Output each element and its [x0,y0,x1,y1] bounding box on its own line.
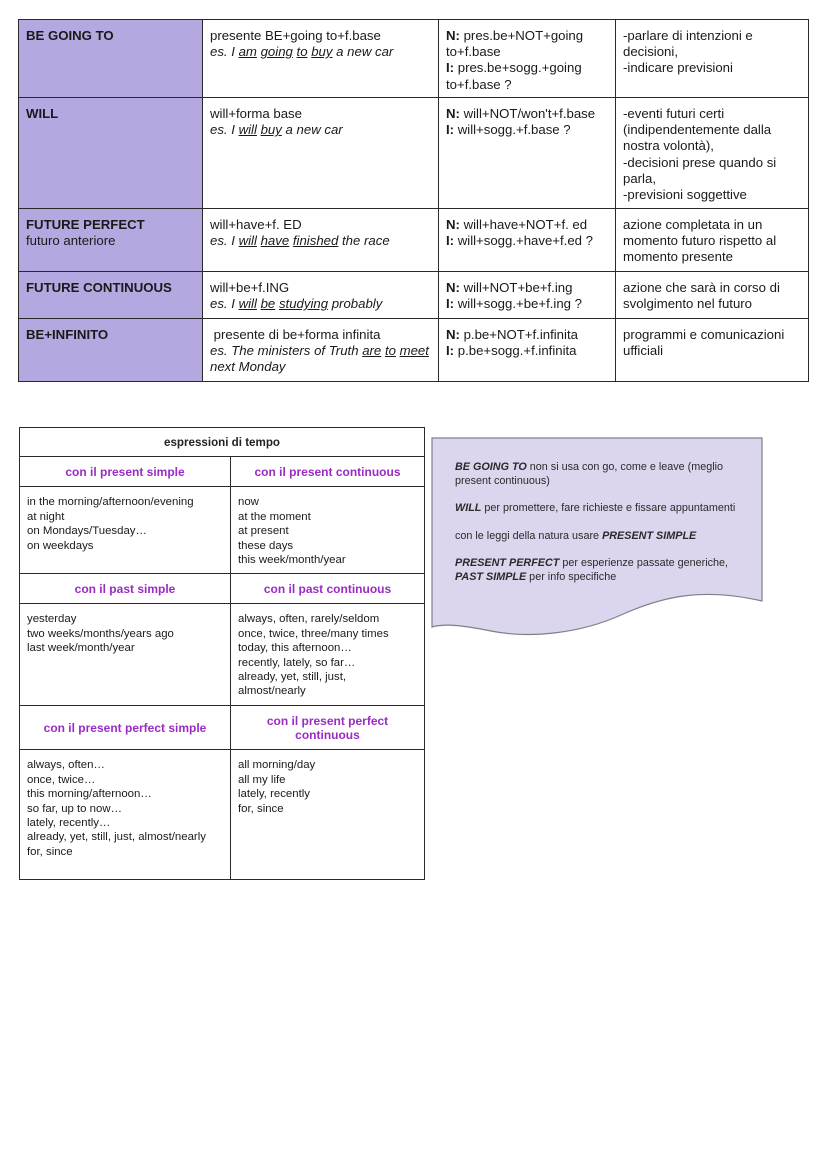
section-heading-left: con il present simple [20,457,231,487]
section-heading-right: con il present continuous [231,457,425,487]
underlined-word: to [384,343,396,359]
expression-item: so far, up to now… [27,802,122,815]
tense-name-cell [19,209,203,272]
future-tense-row [19,20,809,98]
expressions-list-left [20,487,231,574]
underlined-word: will [238,296,257,312]
underlined-word: will [238,122,257,138]
underlined-word: will [238,233,257,249]
tense-name-cell [19,20,203,98]
section-content-row [20,750,425,880]
example-text: es. The ministers of Truth [210,343,363,359]
expression-item: lately, recently [238,788,310,801]
interrogative-label: I: [446,343,455,359]
expression-item: for, since [27,845,73,858]
interrogative-form [446,296,609,312]
usage-cell [616,319,809,382]
example-text: es. I [210,296,239,312]
section-heading-left: con il past simple [20,574,231,604]
negative-form [446,327,609,343]
negative-label: N: [446,106,460,121]
usage-cell [616,209,809,272]
section-heading-row [20,457,425,487]
note-keyword: BE GOING TO [455,461,527,473]
expression-item: all my life [238,773,286,786]
underlined-word: have [260,233,290,249]
expression-item: this week/month/year [238,554,346,567]
affirmative-form-cell [203,20,439,98]
usage-line: azione completata in un momento futuro rispetto al momento presente [623,217,777,265]
interrogative-label: I: [446,233,455,249]
negative-form [446,217,609,233]
expression-item: always, often, rarely/seldom [238,613,380,626]
interrogative-text: p.be+sogg.+f.infinita [457,343,577,359]
negative-text: pres.be+NOT+going to+f.base [446,28,584,60]
tense-name: BE+INFINITO [26,327,109,342]
example-sentence [210,343,432,375]
example-text: es. I [210,233,239,249]
section-heading-row [20,574,425,604]
usage-line: -decisioni prese quando si parla, [623,154,777,186]
negative-interrogative-cell [439,98,616,209]
usage-line: -indicare previsioni [623,60,733,76]
future-tense-row [19,209,809,272]
interrogative-text: will+sogg.+f.base ? [457,122,571,138]
expression-item: now [238,496,259,509]
underlined-word: be [260,296,276,312]
negative-label: N: [446,28,460,43]
usage-line: -eventi futuri certi (indipendentemente dalla nostra volontà), [623,106,772,154]
expression-item: on Mondays/Tuesday… [27,525,147,538]
note-text: per esperienze passate generiche, [559,557,729,570]
expression-item: at night [27,510,65,523]
interrogative-form [446,60,609,92]
example-text: es. I [210,44,239,60]
underlined-word: buy [260,122,282,138]
grammar-notes-box [431,437,763,639]
expression-item: at the moment [238,510,311,523]
negative-interrogative-cell [439,272,616,319]
underlined-word: are [362,343,382,359]
tense-name: FUTURE CONTINUOUS [26,280,172,295]
affirmative-form: presente BE+going to+f.base [210,28,381,43]
negative-interrogative-cell [439,209,616,272]
tense-name-cell [19,98,203,209]
grammar-note [455,557,750,584]
example-sentence [210,44,432,60]
expressions-list-right [231,487,425,574]
negative-text: p.be+NOT+f.infinita [463,327,578,342]
expressions-list-right [231,604,425,706]
tense-name: FUTURE PERFECT [26,217,145,232]
interrogative-form [446,233,609,249]
negative-interrogative-cell [439,20,616,98]
negative-text: will+NOT+be+f.ing [463,280,573,295]
expressions-list-right [231,750,425,880]
future-tense-row [19,98,809,209]
future-tenses-table [18,19,809,382]
interrogative-text: pres.be+sogg.+going to+f.base ? [446,60,582,92]
tense-italian-name: futuro anteriore [26,233,116,249]
tense-name-cell [19,319,203,382]
future-tense-row [19,319,809,382]
expression-item: once, twice… [27,773,96,786]
negative-text: will+NOT/won't+f.base [463,106,596,121]
future-tenses-body [19,20,809,382]
time-expressions-table [19,427,425,880]
grammar-note [455,461,750,488]
affirmative-form: will+have+f. ED [210,217,302,232]
expression-item: today, this afternoon… [238,642,352,655]
interrogative-form [446,122,609,138]
expression-item: all morning/day [238,759,316,772]
example-text: probably [328,296,383,312]
usage-line: -parlare di intenzioni e decisioni, [623,28,753,60]
negative-interrogative-cell [439,319,616,382]
note-text: per promettere, fare richieste e fissare appuntamenti [481,502,736,515]
tense-name: WILL [26,106,59,121]
usage-line: programmi e comunicazioni ufficiali [623,327,785,359]
expression-item: recently, lately, so far… [238,656,356,669]
note-keyword: PRESENT SIMPLE [602,529,697,542]
example-text: next Monday [210,359,286,375]
expression-item: two weeks/months/years ago [27,627,174,640]
negative-text: will+have+NOT+f. ed [463,217,588,232]
negative-form [446,280,609,296]
negative-form [446,28,609,60]
expression-item: already, yet, still, just, [238,671,347,684]
expression-item: these days [238,539,294,552]
affirmative-form-cell [203,319,439,382]
expression-item: for, since [238,802,284,815]
grammar-notes [455,461,750,599]
underlined-word: am [238,44,257,60]
expressions-list-left [20,604,231,706]
note-text: per info specifiche [526,570,617,583]
affirmative-form-cell [203,209,439,272]
interrogative-label: I: [446,60,455,76]
tense-name-cell [19,272,203,319]
negative-form [446,106,609,122]
section-heading-right: con il past continuous [231,574,425,604]
example-sentence [210,122,432,138]
affirmative-form: will+be+f.ING [210,280,290,295]
example-text: a new car [281,122,343,138]
expression-item: at present [238,525,289,538]
underlined-word: meet [399,343,429,359]
usage-line: azione che sarà in corso di svolgimento nel futuro [623,280,780,312]
underlined-word: buy [311,44,333,60]
interrogative-text: will+sogg.+be+f.ing ? [457,296,583,312]
expression-item: almost/nearly [238,685,306,698]
expression-item: last week/month/year [27,642,135,655]
note-keyword: PAST SIMPLE [455,570,527,583]
example-text: es. I [210,122,239,138]
time-expressions-body [20,428,425,880]
underlined-word: to [296,44,308,60]
note-keyword: PRESENT PERFECT [455,557,560,570]
affirmative-form: presente di be+forma infinita [210,327,381,342]
expression-item: already, yet, still, just, almost/nearly [27,831,206,844]
interrogative-label: I: [446,122,455,138]
example-text: the race [338,233,390,249]
note-text: con le leggi della natura usare [455,529,603,542]
affirmative-form-cell [203,272,439,319]
expression-item: once, twice, three/many times [238,627,389,640]
affirmative-form-cell [203,98,439,209]
example-sentence [210,233,432,249]
usage-line: -previsioni soggettive [623,187,747,203]
interrogative-label: I: [446,296,455,312]
note-text: non si usa con go, come e leave (meglio present continuous) [455,461,724,487]
negative-label: N: [446,217,460,232]
expression-item: in the morning/afternoon/evening [27,496,194,509]
interrogative-form [446,343,609,359]
negative-label: N: [446,327,460,342]
future-tense-row [19,272,809,319]
section-content-row [20,487,425,574]
affirmative-form: will+forma base [210,106,302,121]
expression-item: on weekdays [27,539,94,552]
usage-cell [616,98,809,209]
expression-item: lately, recently… [27,817,111,830]
tense-name: BE GOING TO [26,28,114,43]
underlined-word: going [260,44,293,60]
grammar-note [455,502,750,516]
expressions-list-left [20,750,231,880]
expression-item: this morning/afternoon… [27,788,152,801]
usage-cell [616,272,809,319]
section-heading-right: con il present perfect continuous [231,706,425,750]
underlined-word: studying [278,296,329,312]
note-keyword: WILL [455,502,482,515]
grammar-note [455,530,750,544]
section-heading-left: con il present perfect simple [20,706,231,750]
example-text: a new car [332,44,394,60]
example-sentence [210,296,432,312]
expression-item: always, often… [27,759,105,772]
expression-item: yesterday [27,613,77,626]
underlined-word: finished [292,233,339,249]
section-content-row [20,604,425,706]
time-expressions-title: espressioni di tempo [20,428,425,457]
negative-label: N: [446,280,460,295]
interrogative-text: will+sogg.+have+f.ed ? [457,233,594,249]
section-heading-row [20,706,425,750]
usage-cell [616,20,809,98]
